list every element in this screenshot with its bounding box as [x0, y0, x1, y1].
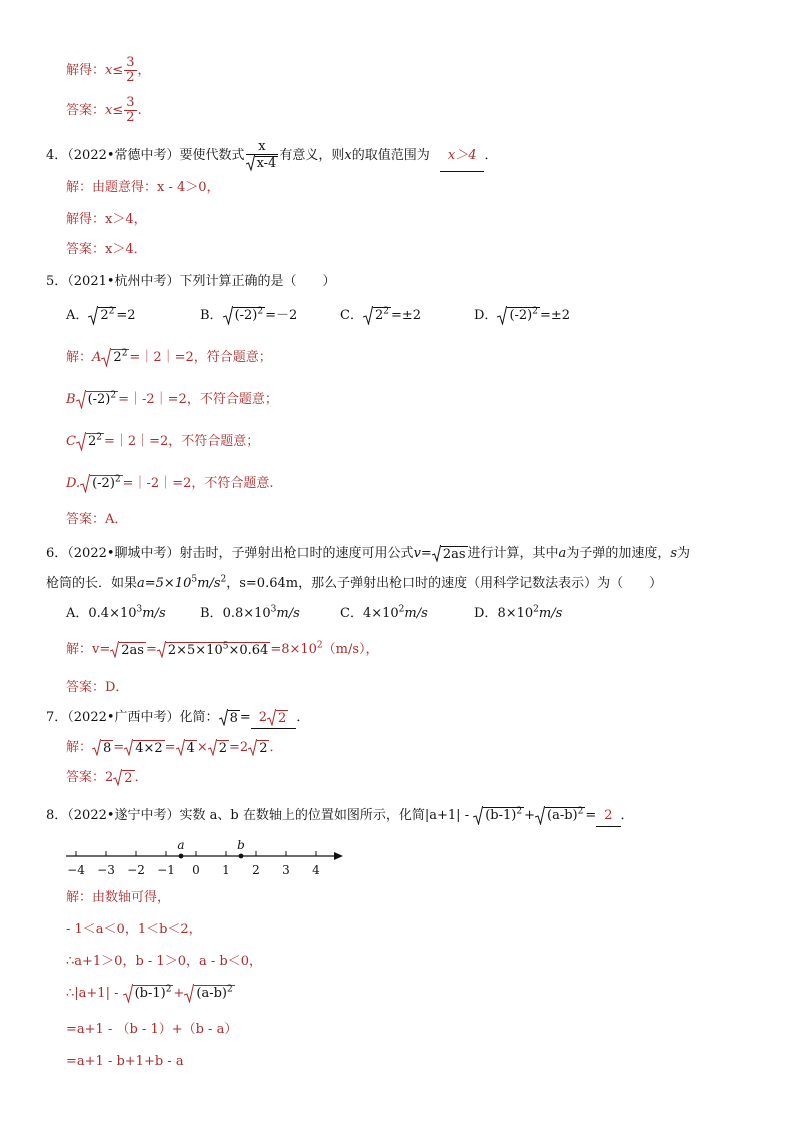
answer-blank [596, 806, 620, 827]
radicand [86, 391, 119, 409]
question-text: 为 [677, 546, 691, 561]
q6-answer: 答案：D． [66, 680, 129, 695]
fraction-numerator: 3 [126, 95, 135, 110]
q8-solution-6: =a+1 - b+1+b - a [66, 1054, 184, 1069]
q6-option-c[interactable] [340, 604, 428, 624]
variable: s [670, 546, 677, 561]
solve-label: 解得： [66, 63, 106, 78]
question-text: 实数 a、b 在数轴上的位置如图所示，化简|a+1| - [179, 808, 474, 823]
exponent: 3 [136, 604, 143, 615]
exponent: 5 [191, 574, 198, 585]
exponent: 2 [165, 984, 172, 995]
radicand-base: 2 [113, 350, 122, 365]
unit: m/s [142, 606, 166, 621]
fraction [246, 140, 279, 171]
sqrt [101, 348, 129, 367]
q5-option-c[interactable] [340, 306, 421, 326]
sqrt [363, 306, 391, 325]
question-source: （2021•杭州中考） [67, 274, 180, 289]
fraction-numerator: x [246, 140, 279, 155]
option-label: B． [200, 308, 223, 323]
sqrt [110, 641, 146, 659]
number-line [62, 838, 362, 880]
radicand: x-4 [256, 156, 277, 171]
sqrt [157, 641, 270, 659]
question-text: 化简： [179, 710, 219, 725]
punct: ． [620, 808, 634, 823]
question-number: 5． [46, 274, 68, 289]
point-b [239, 854, 244, 859]
unit: m/s [197, 576, 221, 591]
question-source: （2022•广西中考） [67, 710, 180, 725]
sqrt: 4×2 [124, 739, 164, 757]
radicand [483, 807, 524, 825]
solution-prefix: 解： [66, 350, 93, 365]
option-label: C． [340, 606, 363, 621]
radicand-base: (b-1) [134, 986, 166, 1001]
solution-prefix: 解：v= [66, 642, 111, 657]
question-number: 4． [46, 148, 68, 163]
radicand: 2 [278, 710, 287, 726]
sqrt [184, 984, 234, 1003]
punct: ． [134, 770, 148, 785]
equals: = [585, 808, 597, 823]
q6-option-d[interactable] [474, 604, 562, 624]
radicand-base: 2×5×10 [167, 642, 223, 658]
question-text: 枪筒的长．如果 [46, 576, 138, 591]
option-rhs: =－2 [265, 308, 298, 323]
variable: x [344, 148, 352, 163]
question-4 [46, 140, 497, 172]
question-5 [46, 272, 336, 292]
sqrt [76, 432, 104, 451]
question-6-line-1 [46, 544, 690, 564]
sqrt [123, 984, 174, 1003]
radicand [373, 307, 391, 325]
question-number: 8． [46, 808, 68, 823]
exponent: 2 [96, 432, 102, 443]
q4-solution-2: 解得：x＞4， [66, 212, 147, 227]
radicand [545, 807, 585, 825]
radicand-base: (-2) [92, 476, 115, 491]
point-a [179, 854, 184, 859]
plus: + [524, 808, 535, 823]
question-text: 下列计算正确的是（ ） [179, 274, 336, 289]
exponent: 2 [110, 390, 117, 401]
option-label: A． [66, 308, 89, 323]
variable: a [558, 546, 567, 561]
option-letter: D. [66, 476, 81, 491]
option-label: C． [340, 308, 363, 323]
question-text: 的取值范围为 [351, 148, 430, 163]
radicand: 2as [121, 642, 144, 658]
question-text: 射击时，子弹射出枪口时的速度可用公式 [179, 546, 414, 561]
axis-arrow [334, 852, 343, 860]
answer-blank [440, 141, 485, 172]
exponent: 5 [222, 641, 229, 652]
tick-label: 4 [312, 863, 320, 877]
exponent: 2 [577, 806, 584, 817]
fraction-numerator: 3 [126, 55, 135, 70]
fraction-denominator: 2 [126, 70, 135, 85]
tick-label: 0 [192, 863, 200, 877]
sqrt [80, 474, 123, 493]
question-source: （2022•遂宁中考） [67, 808, 180, 823]
sqrt [473, 806, 524, 825]
option-letter: B [66, 392, 76, 407]
sqrt [88, 306, 116, 325]
q5-option-a[interactable] [66, 306, 136, 326]
tick-label: 2 [252, 863, 260, 877]
tick-label: −3 [97, 863, 115, 877]
equals: = [145, 642, 157, 657]
radicand-base: (-2) [234, 308, 258, 323]
q8-solution-4 [66, 984, 235, 1004]
exponent: 2 [108, 306, 115, 317]
variable: v [413, 546, 421, 561]
punct: ． [484, 148, 498, 163]
answer-expr: x≤ [105, 103, 124, 118]
punct: ． [296, 710, 310, 725]
exponent: 2 [516, 806, 523, 817]
q8-solution-3: ∴a+1＞0，b - 1＞0，a - b＜0， [66, 954, 262, 969]
answer-label: 答案： [66, 103, 106, 118]
plus: + [173, 986, 185, 1001]
tick-label: −4 [67, 863, 85, 877]
solve-expr: x≤ [105, 63, 124, 78]
radicand-base: (-2) [87, 392, 111, 407]
exponent: 2 [533, 604, 539, 615]
q5-answer: 答案：A． [66, 512, 128, 527]
fraction [124, 96, 136, 125]
option-label: B． [200, 606, 223, 621]
radicand-base: (-2) [509, 308, 533, 323]
radicand: 8 [229, 710, 238, 726]
radicand: 2 [124, 770, 133, 786]
option-value: 8×10 [497, 606, 534, 621]
exponent: 2 [257, 306, 264, 317]
blank-coefficient: 2 [258, 710, 268, 725]
tick-label: 1 [222, 863, 230, 877]
sqrt [76, 390, 119, 409]
q6-option-a[interactable] [66, 604, 166, 624]
radicand-base: 2 [87, 434, 97, 449]
option-value: 4×10 [362, 606, 399, 621]
solution-prefix: ∴|a+1| - [66, 986, 123, 1001]
exponent: 2 [532, 306, 538, 317]
option-value: 0.8×10 [222, 606, 271, 621]
radicand-base: (a-b) [196, 986, 227, 1001]
q5-option-d[interactable] [474, 306, 570, 326]
exponent: 2 [398, 604, 405, 615]
blank-answer: 2 [604, 808, 613, 823]
question-text: 进行计算，其中 [467, 546, 559, 561]
exponent: 2 [114, 474, 121, 485]
equals: = [239, 710, 251, 725]
blank-answer: x＞4 [447, 148, 477, 163]
q8-solution-5: =a+1 - （b - 1）+（b - a） [66, 1022, 238, 1037]
option-letter: C [66, 434, 76, 449]
unit: m/s [404, 606, 428, 621]
question-number: 7． [46, 710, 68, 725]
solution-rhs: =8×10 [270, 642, 317, 657]
q5-option-b[interactable] [200, 306, 297, 326]
solution-rhs: =｜-2｜=2，不符合题意. [122, 476, 274, 491]
fraction [124, 56, 136, 85]
unit: （m/s）， [322, 642, 379, 657]
question-7 [46, 708, 309, 729]
sqrt [267, 709, 288, 727]
question-text: 要使代数式 [179, 148, 245, 163]
option-rhs: =±2 [539, 308, 571, 323]
q8-solution-1: 解：由数轴可得， [66, 890, 171, 905]
radicand-base: 2 [374, 308, 384, 323]
prev-solve-line [66, 56, 151, 85]
option-label: D． [474, 308, 498, 323]
radicand [90, 475, 123, 493]
tick-label: −1 [157, 863, 175, 877]
q6-option-b[interactable] [200, 604, 300, 624]
punct: . [137, 103, 142, 118]
prev-answer-line [66, 96, 142, 125]
q4-solution-1: 解：由题意得：x - 4＞0， [66, 180, 220, 195]
point-label-a: a [177, 838, 185, 852]
q5-solution-a [66, 348, 272, 368]
question-6-line-2 [46, 574, 662, 594]
question-source: （2022•聊城中考） [67, 546, 180, 561]
q5-solution-b [66, 390, 278, 410]
equals: = [420, 546, 432, 561]
radicand [194, 985, 234, 1003]
answer-blank [251, 708, 297, 729]
q7-solution: 解： 8 = 4×2 = 4 × 2 =2 2 ． [66, 740, 283, 756]
unit: m/s [276, 606, 300, 621]
sqrt: 2 [208, 739, 229, 757]
radicand-base: (b-1) [485, 808, 517, 823]
q8-solution-2: - 1＜a＜0，1＜b＜2， [66, 922, 202, 937]
option-letter: A [92, 350, 102, 365]
exponent: 2 [220, 574, 227, 585]
option-rhs: =2 [116, 308, 136, 323]
sqrt: 8 [92, 739, 113, 757]
q5-solution-d [66, 474, 274, 494]
radicand [133, 985, 174, 1003]
q7-answer [66, 768, 148, 788]
radicand [98, 307, 116, 325]
fraction-denominator: 2 [126, 110, 135, 125]
option-label: D． [474, 606, 498, 621]
fraction-denominator [246, 155, 279, 171]
radicand [166, 642, 270, 659]
sqrt [497, 306, 540, 325]
radicand-base: (a-b) [547, 808, 578, 823]
exponent: 2 [383, 306, 389, 317]
radicand [233, 307, 266, 325]
radicand-base: 2 [100, 308, 109, 323]
condition-a: a=5×10 [137, 576, 192, 591]
radicand [111, 349, 129, 367]
sqrt [432, 545, 468, 563]
point-label-b: b [237, 838, 245, 852]
q5-solution-c [66, 432, 259, 452]
sqrt: 2 [248, 739, 269, 757]
exponent: 2 [227, 984, 233, 995]
punct: ， [137, 63, 151, 78]
answer-prefix: 答案：2 [66, 770, 114, 785]
tick-label: 3 [282, 863, 290, 877]
solution-prefix: 解： [66, 740, 93, 755]
unit: m/s [538, 606, 563, 621]
tick-label: −2 [127, 863, 145, 877]
question-text: 有意义，则 [279, 148, 345, 163]
sqrt: 4 [176, 739, 197, 757]
solution-rhs: =｜2｜=2，符合题意； [129, 350, 272, 365]
radicand [86, 433, 104, 451]
radicand-tail: ×0.64 [228, 642, 269, 658]
question-text: ，s=0.64m，那么子弹射出枪口时的速度（用科学记数法表示）为（ ） [226, 576, 663, 591]
solution-rhs: =｜2｜=2，不符合题意； [103, 434, 260, 449]
exponent: 3 [270, 604, 277, 615]
solution-rhs: =｜-2｜=2，不符合题意； [118, 392, 278, 407]
option-rhs: =±2 [390, 308, 422, 323]
question-text: 为子弹的加速度， [566, 546, 671, 561]
sqrt [535, 806, 585, 825]
question-number: 6． [46, 546, 68, 561]
option-value: 0.4×10 [88, 606, 137, 621]
q4-answer: 答案：x＞4． [66, 242, 147, 257]
option-label: A． [66, 606, 89, 621]
sqrt [113, 769, 134, 787]
exponent: 2 [316, 640, 323, 651]
sqrt [246, 155, 279, 171]
radicand [507, 307, 540, 325]
radicand: 2as [442, 546, 466, 562]
question-source: （2022•常德中考） [67, 148, 180, 163]
sqrt [219, 709, 240, 727]
q6-solution [66, 640, 379, 660]
sqrt [223, 306, 266, 325]
question-8 [46, 806, 634, 827]
exponent: 2 [121, 348, 128, 359]
